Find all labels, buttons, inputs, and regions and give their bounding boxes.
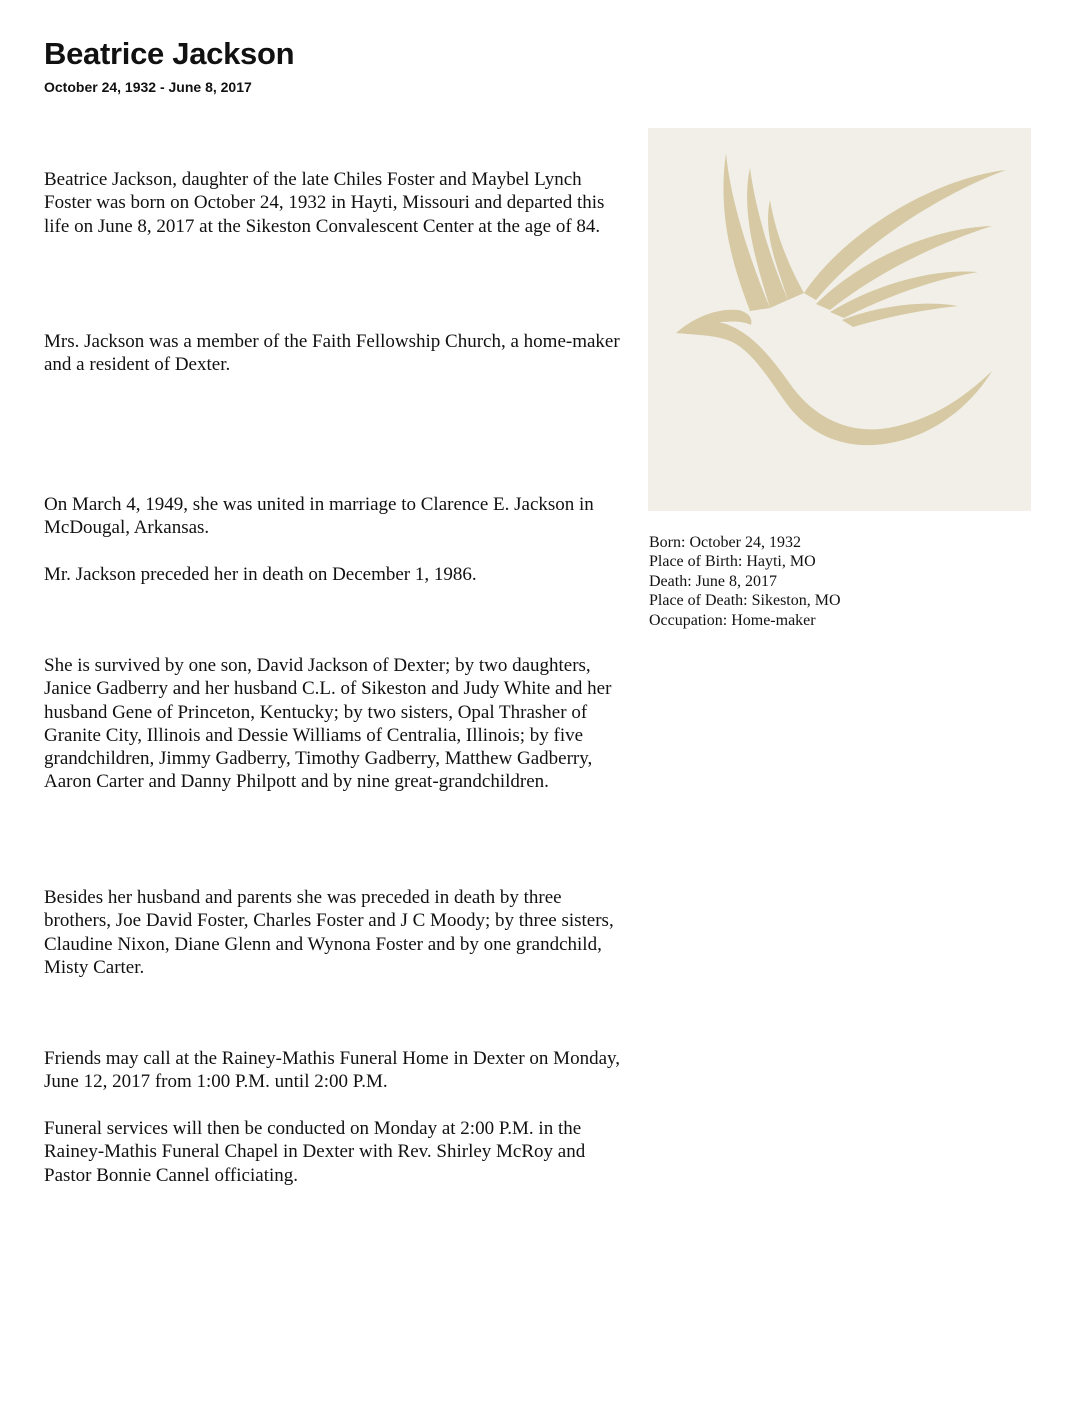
deceased-name: Beatrice Jackson — [44, 36, 295, 71]
dove-icon — [648, 128, 1031, 511]
place-of-birth: Place of Birth: Hayti, MO — [649, 553, 816, 571]
obituary-paragraph: Besides her husband and parents she was preceded in death by three brothers, Joe David Foster, Charles Foster and J C Moody; by three sisters, Claudine Nixon, Diane Glenn and Wynona Foster and by one grandchild, Misty Carter. — [44, 887, 614, 978]
obituary-paragraph: On March 4, 1949, she was united in marriage to Clarence E. Jackson in McDougal, Arkansas. — [44, 494, 594, 539]
life-dates: October 24, 1932 - June 8, 2017 — [44, 79, 252, 95]
vital-facts — [649, 533, 1049, 630]
born-date: Born: October 24, 1932 — [649, 534, 801, 551]
obituary-paragraph: Mrs. Jackson was a member of the Faith Fellowship Church, a home-maker and a resident of Dexter. — [44, 331, 620, 376]
obituary-paragraph: She is survived by one son, David Jackson of Dexter; by two daughters, Janice Gadberry and her husband C.L. of Sikeston and Judy White and her husband Gene of Princeton, Kentucky; by two sisters, Opal Thrasher of Granite City, Illinois and Dessie Williams of Centralia, Illinois; by five grandchildren, Jimmy Gadberry, Timothy Gadberry, Matthew Gadberry, Aaron Carter and Danny Philpott and by nine great-grandchildren. — [44, 655, 612, 793]
place-of-death: Place of Death: Sikeston, MO — [649, 592, 841, 610]
obituary-paragraph: Beatrice Jackson, daughter of the late Chiles Foster and Maybel Lynch Foster was born on October 24, 1932 in Hayti, Missouri and departed this life on June 8, 2017 at the Sikeston Convalescent Center at the age of 84. — [44, 169, 605, 237]
obituary-paragraph: Funeral services will then be conducted on Monday at 2:00 P.M. in the Rainey-Mathis Funeral Chapel in Dexter with Rev. Shirley McRoy and Pastor Bonnie Cannel officiating. — [44, 1118, 586, 1186]
death-date: Death: June 8, 2017 — [649, 572, 777, 590]
occupation: Occupation: Home-maker — [649, 611, 816, 629]
obituary-paragraph: Mr. Jackson preceded her in death on December 1, 1986. — [44, 564, 477, 585]
obituary-paragraph: Friends may call at the Rainey-Mathis Funeral Home in Dexter on Monday, June 12, 2017 from 1:00 P.M. until 2:00 P.M. — [44, 1048, 621, 1093]
memorial-image — [648, 128, 1031, 511]
